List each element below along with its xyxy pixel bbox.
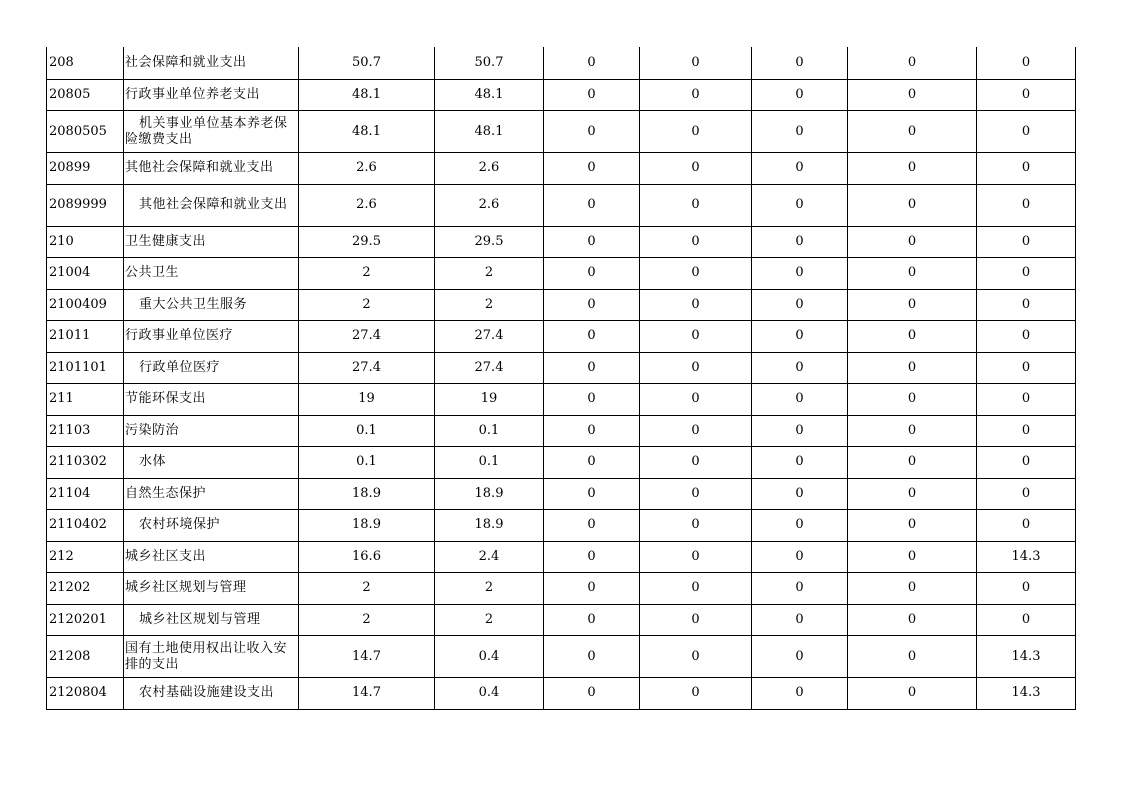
amount-cell: 48.1 xyxy=(435,79,544,111)
amount-cell: 0 xyxy=(752,352,848,384)
subject-name-cell: 城乡社区规划与管理 xyxy=(124,573,299,605)
amount-cell: 0 xyxy=(977,111,1076,153)
table-row xyxy=(47,678,1076,710)
subject-code-cell: 21011 xyxy=(47,321,124,353)
amount-cell: 0 xyxy=(848,573,977,605)
amount-cell: 19 xyxy=(299,384,435,416)
amount-cell: 0 xyxy=(752,184,848,226)
amount-cell: 0 xyxy=(977,352,1076,384)
amount-cell: 0.4 xyxy=(435,678,544,710)
amount-cell: 2 xyxy=(299,573,435,605)
amount-cell: 0 xyxy=(977,289,1076,321)
amount-cell: 2.6 xyxy=(435,153,544,185)
subject-code-cell: 2101101 xyxy=(47,352,124,384)
amount-cell: 0 xyxy=(752,48,848,80)
table-row xyxy=(47,79,1076,111)
amount-cell: 2 xyxy=(299,604,435,636)
amount-cell: 18.9 xyxy=(435,478,544,510)
table-row xyxy=(47,447,1076,479)
amount-cell: 0 xyxy=(544,226,640,258)
amount-cell: 0 xyxy=(977,184,1076,226)
subject-name-cell: 城乡社区支出 xyxy=(124,541,299,573)
amount-cell: 0 xyxy=(544,573,640,605)
amount-cell: 0 xyxy=(977,48,1076,80)
amount-cell: 14.7 xyxy=(299,636,435,678)
subject-name-cell: 自然生态保护 xyxy=(124,478,299,510)
amount-cell: 2 xyxy=(435,604,544,636)
amount-cell: 2.4 xyxy=(435,541,544,573)
subject-name-cell: 行政事业单位养老支出 xyxy=(124,79,299,111)
subject-code-cell: 2080505 xyxy=(47,111,124,153)
amount-cell: 50.7 xyxy=(435,48,544,80)
amount-cell: 0 xyxy=(640,604,752,636)
amount-cell: 27.4 xyxy=(299,321,435,353)
table-row xyxy=(47,352,1076,384)
amount-cell: 2.6 xyxy=(435,184,544,226)
amount-cell: 0 xyxy=(640,415,752,447)
amount-cell: 0 xyxy=(752,79,848,111)
table-row xyxy=(47,384,1076,416)
subject-name-cell: 农村基础设施建设支出 xyxy=(124,678,299,710)
subject-name-cell: 公共卫生 xyxy=(124,258,299,290)
expenditure-table xyxy=(46,47,1076,710)
amount-cell: 48.1 xyxy=(299,111,435,153)
amount-cell: 0 xyxy=(752,111,848,153)
amount-cell: 0 xyxy=(640,384,752,416)
amount-cell: 0 xyxy=(977,79,1076,111)
amount-cell: 0 xyxy=(752,321,848,353)
amount-cell: 14.3 xyxy=(977,636,1076,678)
table-row xyxy=(47,541,1076,573)
amount-cell: 0 xyxy=(544,79,640,111)
amount-cell: 0 xyxy=(640,478,752,510)
amount-cell: 14.3 xyxy=(977,678,1076,710)
subject-code-cell: 20899 xyxy=(47,153,124,185)
amount-cell: 0 xyxy=(640,352,752,384)
amount-cell: 0.1 xyxy=(299,447,435,479)
subject-name-cell: 城乡社区规划与管理 xyxy=(124,604,299,636)
amount-cell: 27.4 xyxy=(435,352,544,384)
amount-cell: 0 xyxy=(848,48,977,80)
subject-name-cell: 节能环保支出 xyxy=(124,384,299,416)
amount-cell: 0 xyxy=(848,678,977,710)
amount-cell: 0 xyxy=(752,678,848,710)
amount-cell: 0 xyxy=(752,573,848,605)
subject-name-cell: 社会保障和就业支出 xyxy=(124,48,299,80)
amount-cell: 0 xyxy=(977,573,1076,605)
amount-cell: 0 xyxy=(848,79,977,111)
amount-cell: 18.9 xyxy=(435,510,544,542)
amount-cell: 0 xyxy=(752,384,848,416)
amount-cell: 0 xyxy=(544,415,640,447)
subject-code-cell: 20805 xyxy=(47,79,124,111)
subject-code-cell: 2089999 xyxy=(47,184,124,226)
table-row xyxy=(47,636,1076,678)
amount-cell: 18.9 xyxy=(299,510,435,542)
table-body xyxy=(47,48,1076,710)
amount-cell: 0 xyxy=(752,510,848,542)
amount-cell: 0 xyxy=(640,79,752,111)
amount-cell: 18.9 xyxy=(299,478,435,510)
amount-cell: 0 xyxy=(848,321,977,353)
amount-cell: 0 xyxy=(848,184,977,226)
table-row xyxy=(47,153,1076,185)
subject-name-cell: 机关事业单位基本养老保险缴费支出 xyxy=(124,111,299,153)
amount-cell: 0.1 xyxy=(435,447,544,479)
amount-cell: 0 xyxy=(752,478,848,510)
amount-cell: 0 xyxy=(544,510,640,542)
subject-code-cell: 2110402 xyxy=(47,510,124,542)
amount-cell: 50.7 xyxy=(299,48,435,80)
amount-cell: 0 xyxy=(640,573,752,605)
table-row xyxy=(47,111,1076,153)
table-row xyxy=(47,478,1076,510)
subject-name-cell: 国有土地使用权出让收入安排的支出 xyxy=(124,636,299,678)
amount-cell: 0 xyxy=(848,415,977,447)
amount-cell: 0 xyxy=(977,447,1076,479)
amount-cell: 0 xyxy=(977,258,1076,290)
amount-cell: 0 xyxy=(848,153,977,185)
amount-cell: 0 xyxy=(544,153,640,185)
subject-code-cell: 21104 xyxy=(47,478,124,510)
amount-cell: 0 xyxy=(544,384,640,416)
amount-cell: 0 xyxy=(752,447,848,479)
amount-cell: 0 xyxy=(640,289,752,321)
amount-cell: 0 xyxy=(848,111,977,153)
amount-cell: 0 xyxy=(977,226,1076,258)
amount-cell: 19 xyxy=(435,384,544,416)
amount-cell: 0 xyxy=(848,510,977,542)
subject-code-cell: 2120804 xyxy=(47,678,124,710)
subject-name-cell: 卫生健康支出 xyxy=(124,226,299,258)
amount-cell: 0 xyxy=(544,184,640,226)
subject-name-cell: 农村环境保护 xyxy=(124,510,299,542)
subject-code-cell: 212 xyxy=(47,541,124,573)
amount-cell: 0 xyxy=(640,111,752,153)
subject-code-cell: 2120201 xyxy=(47,604,124,636)
amount-cell: 0 xyxy=(544,541,640,573)
amount-cell: 0 xyxy=(640,510,752,542)
subject-code-cell: 21004 xyxy=(47,258,124,290)
amount-cell: 0 xyxy=(544,321,640,353)
subject-code-cell: 21103 xyxy=(47,415,124,447)
table-row xyxy=(47,604,1076,636)
amount-cell: 29.5 xyxy=(299,226,435,258)
amount-cell: 0 xyxy=(977,321,1076,353)
amount-cell: 0 xyxy=(848,604,977,636)
amount-cell: 0 xyxy=(848,384,977,416)
subject-code-cell: 211 xyxy=(47,384,124,416)
amount-cell: 2 xyxy=(435,258,544,290)
amount-cell: 2 xyxy=(299,258,435,290)
amount-cell: 0.1 xyxy=(435,415,544,447)
amount-cell: 0 xyxy=(848,636,977,678)
amount-cell: 2 xyxy=(435,289,544,321)
amount-cell: 0.4 xyxy=(435,636,544,678)
subject-name-cell: 污染防治 xyxy=(124,415,299,447)
amount-cell: 0 xyxy=(640,678,752,710)
amount-cell: 0 xyxy=(848,352,977,384)
amount-cell: 0 xyxy=(977,153,1076,185)
table-row xyxy=(47,48,1076,80)
subject-name-cell: 其他社会保障和就业支出 xyxy=(124,184,299,226)
amount-cell: 0 xyxy=(640,184,752,226)
amount-cell: 0 xyxy=(752,289,848,321)
amount-cell: 0 xyxy=(977,478,1076,510)
table-row xyxy=(47,184,1076,226)
amount-cell: 0 xyxy=(544,447,640,479)
amount-cell: 0 xyxy=(977,604,1076,636)
amount-cell: 0 xyxy=(848,226,977,258)
subject-code-cell: 2100409 xyxy=(47,289,124,321)
budget-expenditure-table xyxy=(46,47,1076,710)
subject-code-cell: 21202 xyxy=(47,573,124,605)
amount-cell: 0 xyxy=(752,636,848,678)
table-row xyxy=(47,258,1076,290)
amount-cell: 48.1 xyxy=(299,79,435,111)
amount-cell: 0 xyxy=(640,321,752,353)
subject-name-cell: 重大公共卫生服务 xyxy=(124,289,299,321)
amount-cell: 0 xyxy=(640,258,752,290)
subject-code-cell: 21208 xyxy=(47,636,124,678)
subject-name-cell: 水体 xyxy=(124,447,299,479)
amount-cell: 2 xyxy=(299,289,435,321)
amount-cell: 0 xyxy=(544,111,640,153)
amount-cell: 0.1 xyxy=(299,415,435,447)
amount-cell: 14.3 xyxy=(977,541,1076,573)
amount-cell: 0 xyxy=(752,604,848,636)
subject-code-cell: 210 xyxy=(47,226,124,258)
table-row xyxy=(47,321,1076,353)
amount-cell: 2 xyxy=(435,573,544,605)
amount-cell: 0 xyxy=(640,541,752,573)
amount-cell: 0 xyxy=(544,604,640,636)
amount-cell: 0 xyxy=(977,415,1076,447)
amount-cell: 0 xyxy=(544,636,640,678)
subject-code-cell: 2110302 xyxy=(47,447,124,479)
amount-cell: 0 xyxy=(848,541,977,573)
amount-cell: 0 xyxy=(752,153,848,185)
amount-cell: 0 xyxy=(544,352,640,384)
subject-code-cell: 208 xyxy=(47,48,124,80)
amount-cell: 0 xyxy=(977,384,1076,416)
amount-cell: 27.4 xyxy=(435,321,544,353)
amount-cell: 27.4 xyxy=(299,352,435,384)
amount-cell: 0 xyxy=(544,289,640,321)
amount-cell: 0 xyxy=(848,478,977,510)
amount-cell: 0 xyxy=(752,226,848,258)
subject-name-cell: 其他社会保障和就业支出 xyxy=(124,153,299,185)
amount-cell: 0 xyxy=(752,415,848,447)
amount-cell: 0 xyxy=(848,447,977,479)
amount-cell: 0 xyxy=(640,48,752,80)
subject-name-cell: 行政单位医疗 xyxy=(124,352,299,384)
amount-cell: 0 xyxy=(752,258,848,290)
amount-cell: 0 xyxy=(977,510,1076,542)
amount-cell: 0 xyxy=(640,226,752,258)
subject-name-cell: 行政事业单位医疗 xyxy=(124,321,299,353)
table-row xyxy=(47,510,1076,542)
amount-cell: 29.5 xyxy=(435,226,544,258)
amount-cell: 14.7 xyxy=(299,678,435,710)
amount-cell: 0 xyxy=(544,48,640,80)
amount-cell: 0 xyxy=(544,678,640,710)
amount-cell: 0 xyxy=(640,447,752,479)
table-row xyxy=(47,289,1076,321)
amount-cell: 2.6 xyxy=(299,184,435,226)
amount-cell: 16.6 xyxy=(299,541,435,573)
amount-cell: 0 xyxy=(544,478,640,510)
amount-cell: 0 xyxy=(848,258,977,290)
table-row xyxy=(47,415,1076,447)
amount-cell: 0 xyxy=(752,541,848,573)
amount-cell: 0 xyxy=(848,289,977,321)
amount-cell: 2.6 xyxy=(299,153,435,185)
amount-cell: 48.1 xyxy=(435,111,544,153)
amount-cell: 0 xyxy=(544,258,640,290)
amount-cell: 0 xyxy=(640,153,752,185)
amount-cell: 0 xyxy=(640,636,752,678)
table-row xyxy=(47,573,1076,605)
table-row xyxy=(47,226,1076,258)
